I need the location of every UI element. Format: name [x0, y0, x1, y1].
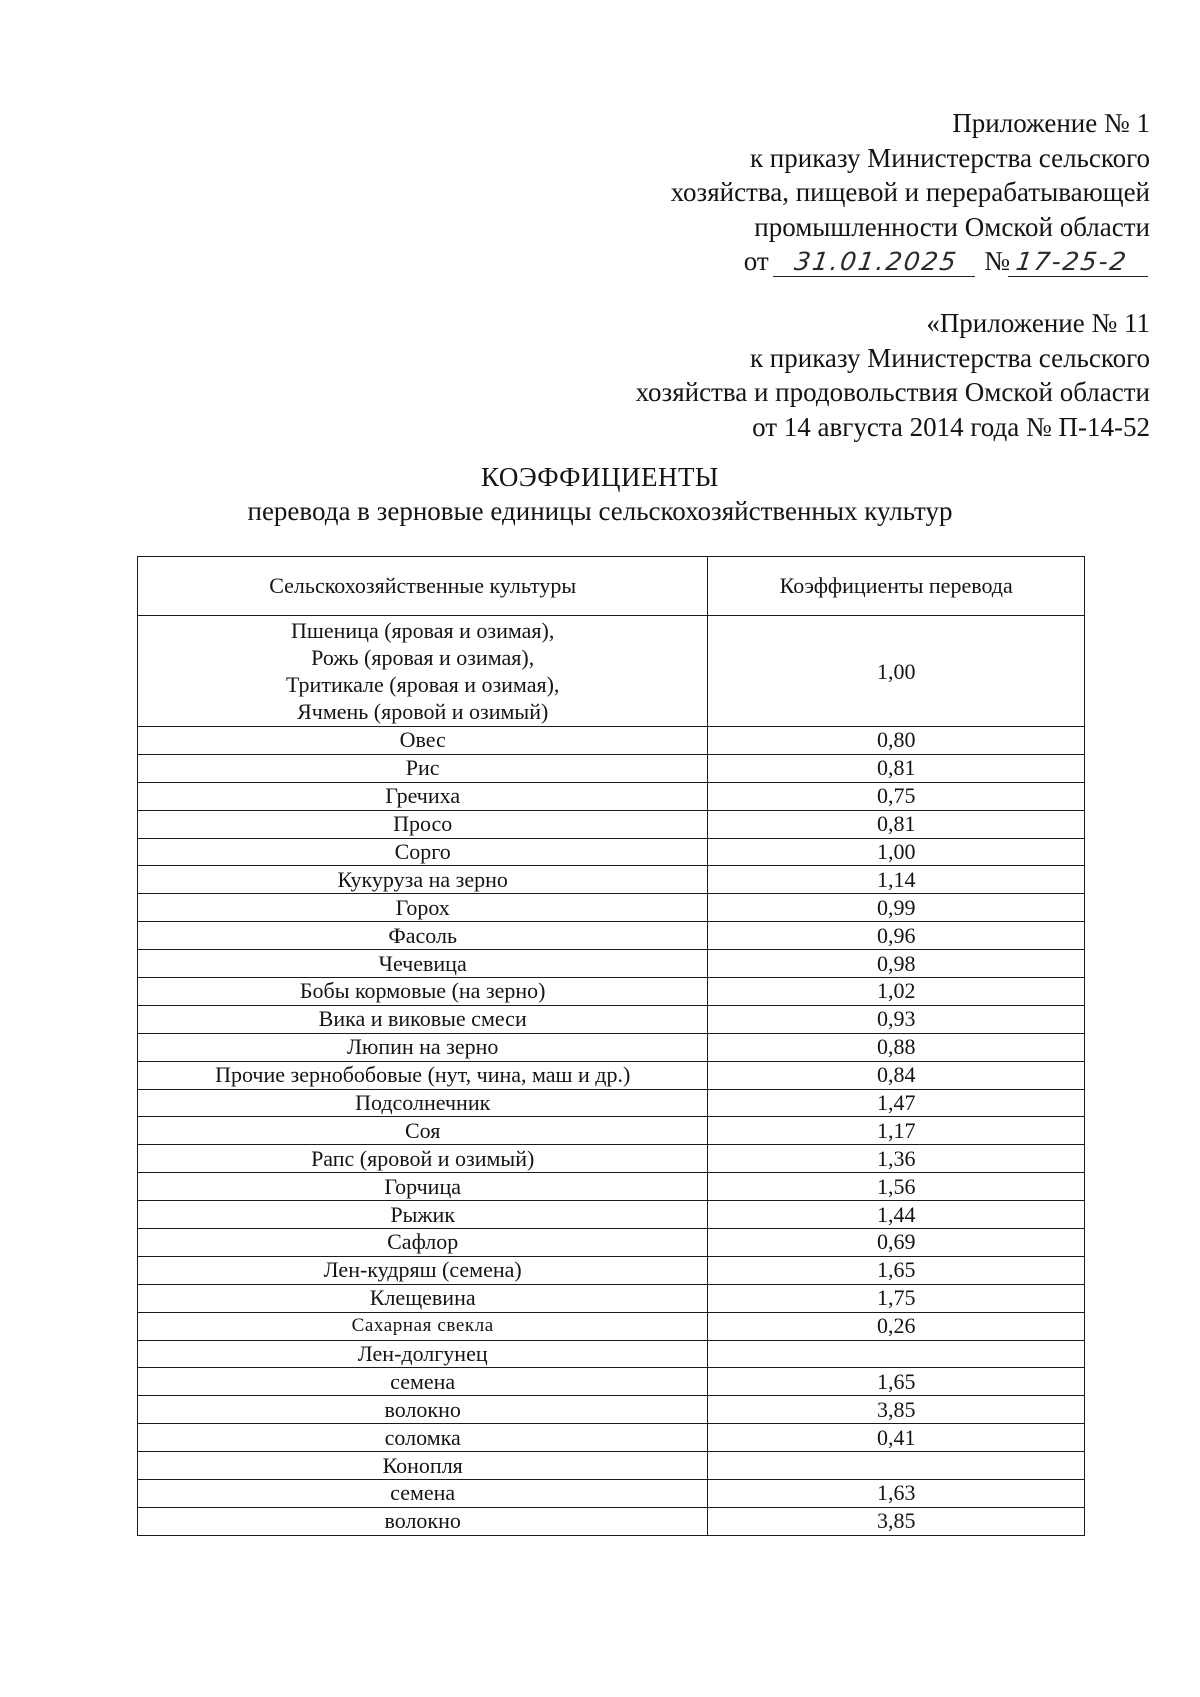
table-row [138, 1089, 1085, 1117]
document-title: КОЭФФИЦИЕНТЫ [481, 462, 719, 492]
table-row [138, 1396, 1085, 1424]
value-cell: 1,00 [708, 838, 1085, 866]
crop-cell: семена [138, 1368, 708, 1396]
table-row [138, 1480, 1085, 1508]
table-row [138, 1312, 1085, 1340]
crop-cell: Сахарная свекла [138, 1312, 708, 1340]
appendix-1-header [450, 106, 1150, 279]
crop-line: Тритикале (яровая и озимая), [285, 672, 560, 697]
value-cell: 0,80 [708, 727, 1085, 755]
crop-cell: Клещевина [138, 1284, 708, 1312]
table-row [138, 866, 1085, 894]
crop-cell: Сорго [138, 838, 708, 866]
value-cell: 0,93 [708, 1005, 1085, 1033]
value-cell: 1,36 [708, 1145, 1085, 1173]
table-row [138, 1284, 1085, 1312]
value-cell: 0,69 [708, 1229, 1085, 1257]
crop-cell: Овес [138, 727, 708, 755]
appendix-11-line3: хозяйства и продовольствия Омской области [635, 377, 1150, 407]
crop-cell: Подсолнечник [138, 1089, 708, 1117]
value-cell [708, 1452, 1085, 1480]
appendix-1-line2: к приказу Министерства сельского [749, 142, 1150, 173]
value-cell: 1,65 [708, 1368, 1085, 1396]
value-cell: 3,85 [708, 1507, 1085, 1535]
value-cell: 0,26 [708, 1312, 1085, 1340]
handwritten-date: 31.01.2025 [773, 248, 979, 277]
value-cell: 0,81 [708, 810, 1085, 838]
table-row [138, 1061, 1085, 1089]
crop-cell: Сафлор [138, 1229, 708, 1257]
table-row [138, 1033, 1085, 1061]
table-row [138, 978, 1085, 1006]
appendix-1-line3: хозяйства, пищевой и перерабатывающей [670, 177, 1150, 207]
crop-cell: Бобы кормовые (на зерно) [138, 978, 708, 1006]
table-row [138, 1173, 1085, 1201]
crop-cell: Рыжик [138, 1201, 708, 1229]
number-prefix: № [984, 246, 1010, 276]
document-subtitle: перевода в зерновые единицы сельскохозяйственных культур [247, 496, 953, 526]
value-cell: 1,56 [708, 1173, 1085, 1201]
header-coefficients: Коэффициенты перевода [708, 557, 1085, 616]
value-cell: 0,96 [708, 922, 1085, 950]
crop-cell: Соя [138, 1117, 708, 1145]
value-cell: 0,84 [708, 1061, 1085, 1089]
table-row [138, 1368, 1085, 1396]
crop-cell: Лен-долгунец [138, 1340, 708, 1368]
table-row [138, 1452, 1085, 1480]
header-crops: Сельскохозяйственные культуры [138, 557, 708, 616]
table-row [138, 1201, 1085, 1229]
crop-cell: волокно [138, 1507, 708, 1535]
appendix-11-header [450, 306, 1150, 444]
table-row [138, 1256, 1085, 1284]
crop-cell: Вика и виковые смеси [138, 1005, 708, 1033]
value-cell: 0,81 [708, 754, 1085, 782]
crop-line: Рожь (яровая и озимая), [311, 645, 535, 670]
crop-cell: волокно [138, 1396, 708, 1424]
crop-cell: Прочие зернобобовые (нут, чина, маш и др.) [138, 1061, 708, 1089]
crop-cell: Просо [138, 810, 708, 838]
value-cell: 1,17 [708, 1117, 1085, 1145]
crop-cell: Горох [138, 894, 708, 922]
value-cell: 1,14 [708, 866, 1085, 894]
table-row [138, 754, 1085, 782]
table-row [138, 782, 1085, 810]
table-row [138, 1340, 1085, 1368]
table-row [138, 1229, 1085, 1257]
table-row [138, 1424, 1085, 1452]
appendix-11-title: «Приложение № 11 [926, 308, 1150, 338]
value-cell: 0,88 [708, 1033, 1085, 1061]
value-cell: 0,75 [708, 782, 1085, 810]
crop-cell: Горчица [138, 1173, 708, 1201]
crop-cell: соломка [138, 1424, 708, 1452]
value-cell: 1,00 [708, 616, 1085, 727]
value-cell: 1,47 [708, 1089, 1085, 1117]
table-row [138, 838, 1085, 866]
table-row [138, 616, 1085, 727]
crop-cell: Лен-кудряш (семена) [138, 1256, 708, 1284]
value-cell: 1,75 [708, 1284, 1085, 1312]
appendix-1-title: Приложение № 1 [952, 108, 1150, 138]
value-cell: 3,85 [708, 1396, 1085, 1424]
value-cell [708, 1340, 1085, 1368]
value-cell: 0,99 [708, 894, 1085, 922]
appendix-1-line4: промышленности Омской области [754, 211, 1150, 242]
handwritten-number: 17-25-2 [1008, 248, 1152, 277]
crop-cell: Рис [138, 754, 708, 782]
value-cell: 1,44 [708, 1201, 1085, 1229]
appendix-11-line4: от 14 августа 2014 года № П-14-52 [752, 411, 1150, 442]
table-header-row [138, 557, 1085, 616]
crop-cell: Рапс (яровой и озимый) [138, 1145, 708, 1173]
value-cell: 1,65 [708, 1256, 1085, 1284]
crop-cell [138, 616, 708, 727]
value-cell: 0,41 [708, 1424, 1085, 1452]
table-row [138, 950, 1085, 978]
value-cell: 1,02 [708, 978, 1085, 1006]
crop-cell: Конопля [138, 1452, 708, 1480]
table-row [138, 1507, 1085, 1535]
table-row [138, 922, 1085, 950]
crop-cell: семена [138, 1480, 708, 1508]
crop-cell: Гречиха [138, 782, 708, 810]
crop-cell: Люпин на зерно [138, 1033, 708, 1061]
table-row [138, 810, 1085, 838]
coefficients-table [137, 556, 1085, 1536]
appendix-1-date-line [450, 244, 1150, 279]
table-row [138, 894, 1085, 922]
value-cell: 1,63 [708, 1480, 1085, 1508]
crop-cell: Фасоль [138, 922, 708, 950]
table-row [138, 727, 1085, 755]
crop-cell: Кукуруза на зерно [138, 866, 708, 894]
table-row [138, 1117, 1085, 1145]
crop-line: Пшеница (яровая и озимая), [291, 618, 555, 643]
from-prefix: от [743, 246, 769, 276]
table-row [138, 1005, 1085, 1033]
appendix-11-line2: к приказу Министерства сельского [749, 342, 1150, 373]
crop-cell: Чечевица [138, 950, 708, 978]
value-cell: 0,98 [708, 950, 1085, 978]
table-row [138, 1145, 1085, 1173]
crop-line: Ячмень (яровой и озимый) [297, 699, 549, 724]
